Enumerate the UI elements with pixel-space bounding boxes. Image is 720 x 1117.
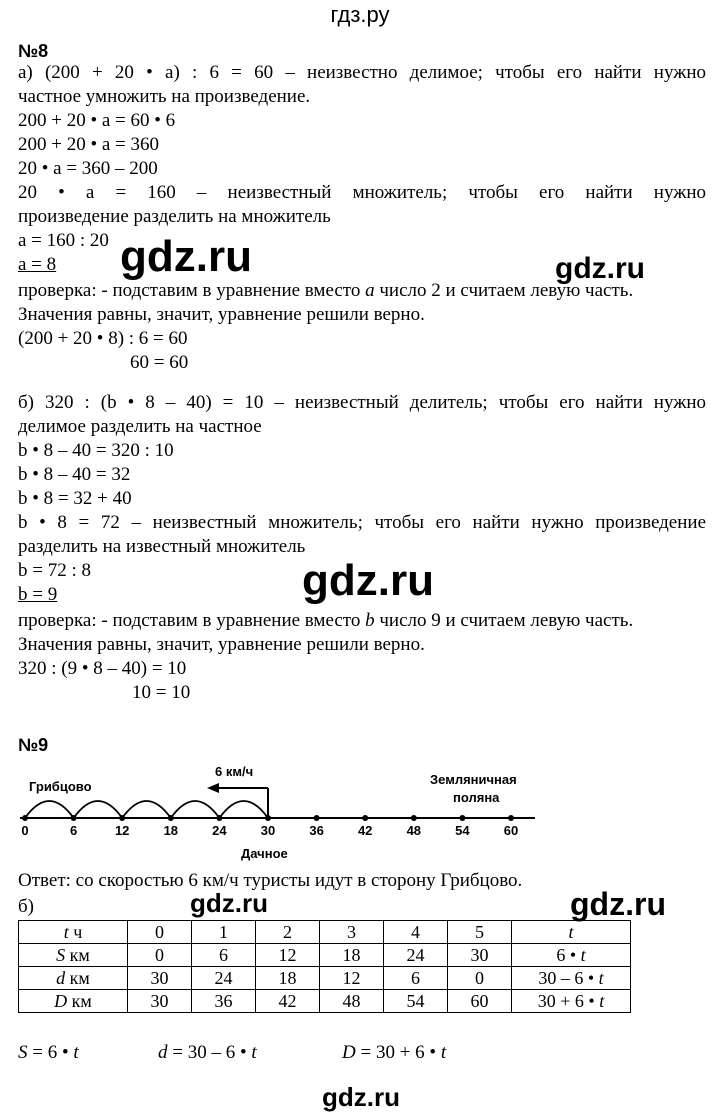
table-cell: 4 <box>384 921 448 944</box>
tick-label: 54 <box>455 823 470 838</box>
task8-a-step5: произведение разделить на множитель <box>18 206 331 227</box>
check-b-text2: число 9 и считаем левую часть. <box>374 610 634 631</box>
formula-cell: 6 • t <box>512 944 631 967</box>
step-arc <box>171 801 220 818</box>
task8-check-a-line4: 60 = 60 <box>130 352 189 373</box>
row-header: d км <box>19 967 128 990</box>
task8-check-b-line4: 10 = 10 <box>132 682 191 703</box>
tick-point <box>459 815 465 821</box>
task8-b-answer: b = 9 <box>18 584 58 605</box>
task8-a-step6: а = 160 : 20 <box>18 230 109 251</box>
step-arc <box>219 801 268 818</box>
task8-b-step3: b • 8 = 32 + 40 <box>18 488 132 509</box>
tick-label: 36 <box>309 823 324 838</box>
task8-b-intro: б) 320 : (b • 8 – 40) = 10 – неизвестный делитель; чтобы его найти нужно <box>18 392 706 413</box>
task9-title: №9 <box>18 735 49 755</box>
table-cell: 12 <box>320 967 384 990</box>
step-arc <box>74 801 123 818</box>
task8-a-intro2: частное умножить на произведение. <box>18 86 311 107</box>
table-cell: 3 <box>320 921 384 944</box>
check-a-text1: проверка: - подставим в уравнение вместо <box>18 280 366 301</box>
watermark: gdz.ru <box>555 252 645 285</box>
tick-label: 24 <box>212 823 227 838</box>
table-cell: 42 <box>256 990 320 1013</box>
task9-part-b: б) <box>18 896 34 917</box>
task8-check-b-line1 <box>18 610 633 632</box>
table-cell: 6 <box>192 944 256 967</box>
row-header: S км <box>19 944 128 967</box>
formula-s: S = 6 • t <box>18 1042 79 1063</box>
task8-b-step4: b • 8 = 72 – неизвестный множитель; чтобы его найти нужно произведение <box>18 512 706 533</box>
table-cell: 5 <box>448 921 512 944</box>
task8-title: №8 <box>18 41 49 61</box>
table-cell: 18 <box>320 944 384 967</box>
row-header: t ч <box>19 921 128 944</box>
right-place-label-1: Земляничная <box>430 772 517 787</box>
tick-point <box>362 815 368 821</box>
table-row <box>19 990 631 1013</box>
check-a-text2: число 2 и считаем левую часть. <box>374 280 634 301</box>
number-line-diagram <box>15 760 555 870</box>
formula-cell: 30 – 6 • t <box>512 967 631 990</box>
tick-label: 6 <box>69 823 78 838</box>
task8-check-a-line2: Значения равны, значит, уравнение решили верно. <box>18 304 425 325</box>
table-cell: 1 <box>192 921 256 944</box>
formula-cell: t <box>512 921 631 944</box>
row-header: D км <box>19 990 128 1013</box>
table-cell: 36 <box>192 990 256 1013</box>
tick-point <box>314 815 320 821</box>
table-cell: 0 <box>128 921 192 944</box>
tick-label: 18 <box>163 823 179 838</box>
tick-point <box>22 815 28 821</box>
table-cell: 54 <box>384 990 448 1013</box>
tick-label: 60 <box>503 823 519 838</box>
table-cell: 2 <box>256 921 320 944</box>
speed-label: 6 км/ч <box>215 764 254 779</box>
table-cell: 0 <box>448 967 512 990</box>
watermark: gdz.ru <box>322 1082 400 1112</box>
task8-b-step5: разделить на известный множитель <box>18 536 306 557</box>
table-cell: 30 <box>128 990 192 1013</box>
tick-label: 30 <box>260 823 276 838</box>
table-cell: 30 <box>448 944 512 967</box>
task8-a-step2: 200 + 20 • а = 360 <box>18 134 160 155</box>
motion-table <box>18 920 631 1013</box>
tick-point <box>168 815 174 821</box>
table-cell: 24 <box>192 967 256 990</box>
task8-a-step4: 20 • а = 160 – неизвестный множитель; чтобы его найти нужно <box>18 182 706 203</box>
check-a-var: а <box>365 280 375 301</box>
watermark: gdz.ru <box>302 556 434 605</box>
table-cell: 6 <box>384 967 448 990</box>
left-place-label: Грибцово <box>29 779 92 794</box>
table-cell: 48 <box>320 990 384 1013</box>
right-place-label-2: поляна <box>453 790 500 805</box>
site-header: гдз.ру <box>330 2 390 27</box>
table-row <box>19 967 631 990</box>
task8-check-b-line3: 320 : (9 • 8 – 40) = 10 <box>18 658 187 679</box>
table-row <box>19 921 631 944</box>
check-b-text1: проверка: - подставим в уравнение вместо <box>18 610 366 631</box>
table-cell: 30 <box>128 967 192 990</box>
task8-b-intro2: делимое разделить на частное <box>18 416 262 437</box>
table-cell: 0 <box>128 944 192 967</box>
tick-label: 0 <box>21 823 29 838</box>
tick-point <box>119 815 125 821</box>
tick-point <box>508 815 514 821</box>
watermark: gdz.ru <box>190 888 268 918</box>
task8-a-step1: 200 + 20 • а = 60 • 6 <box>18 110 176 131</box>
step-arc <box>25 801 74 818</box>
formula-big-d: D = 30 + 6 • t <box>342 1042 447 1063</box>
task8-b-step6: b = 72 : 8 <box>18 560 91 581</box>
formula-cell: 30 + 6 • t <box>512 990 631 1013</box>
bottom-place-label: Дачное <box>241 846 288 861</box>
table-cell: 60 <box>448 990 512 1013</box>
task8-a-answer: а = 8 <box>18 254 57 275</box>
tick-label: 48 <box>406 823 422 838</box>
formula-d: d = 30 – 6 • t <box>158 1042 257 1063</box>
tick-point <box>411 815 417 821</box>
table-cell: 18 <box>256 967 320 990</box>
tick-label: 12 <box>114 823 130 838</box>
task8-a-intro: а) (200 + 20 • а) : 6 = 60 – неизвестно делимое; чтобы его найти нужно <box>18 62 706 83</box>
check-b-var: b <box>365 610 375 631</box>
task8-b-step1: b • 8 – 40 = 320 : 10 <box>18 440 174 461</box>
task8-a-step3: 20 • а = 360 – 200 <box>18 158 158 179</box>
step-arc <box>122 801 171 818</box>
task8-check-a-line3: (200 + 20 • 8) : 6 = 60 <box>18 328 188 349</box>
table-cell: 24 <box>384 944 448 967</box>
table-row <box>19 944 631 967</box>
tick-point <box>71 815 77 821</box>
task8-check-a-line1 <box>18 280 633 302</box>
task8-b-step2: b • 8 – 40 = 32 <box>18 464 131 485</box>
watermark: gdz.ru <box>120 232 252 281</box>
tick-label: 42 <box>357 823 373 838</box>
tick-point <box>216 815 222 821</box>
table-cell: 12 <box>256 944 320 967</box>
step-arcs <box>25 801 268 818</box>
watermark: gdz.ru <box>570 886 666 922</box>
task8-check-b-line2: Значения равны, значит, уравнение решили верно. <box>18 634 425 655</box>
task9-answer: Ответ: со скоростью 6 км/ч туристы идут в сторону Грибцово. <box>18 870 523 891</box>
